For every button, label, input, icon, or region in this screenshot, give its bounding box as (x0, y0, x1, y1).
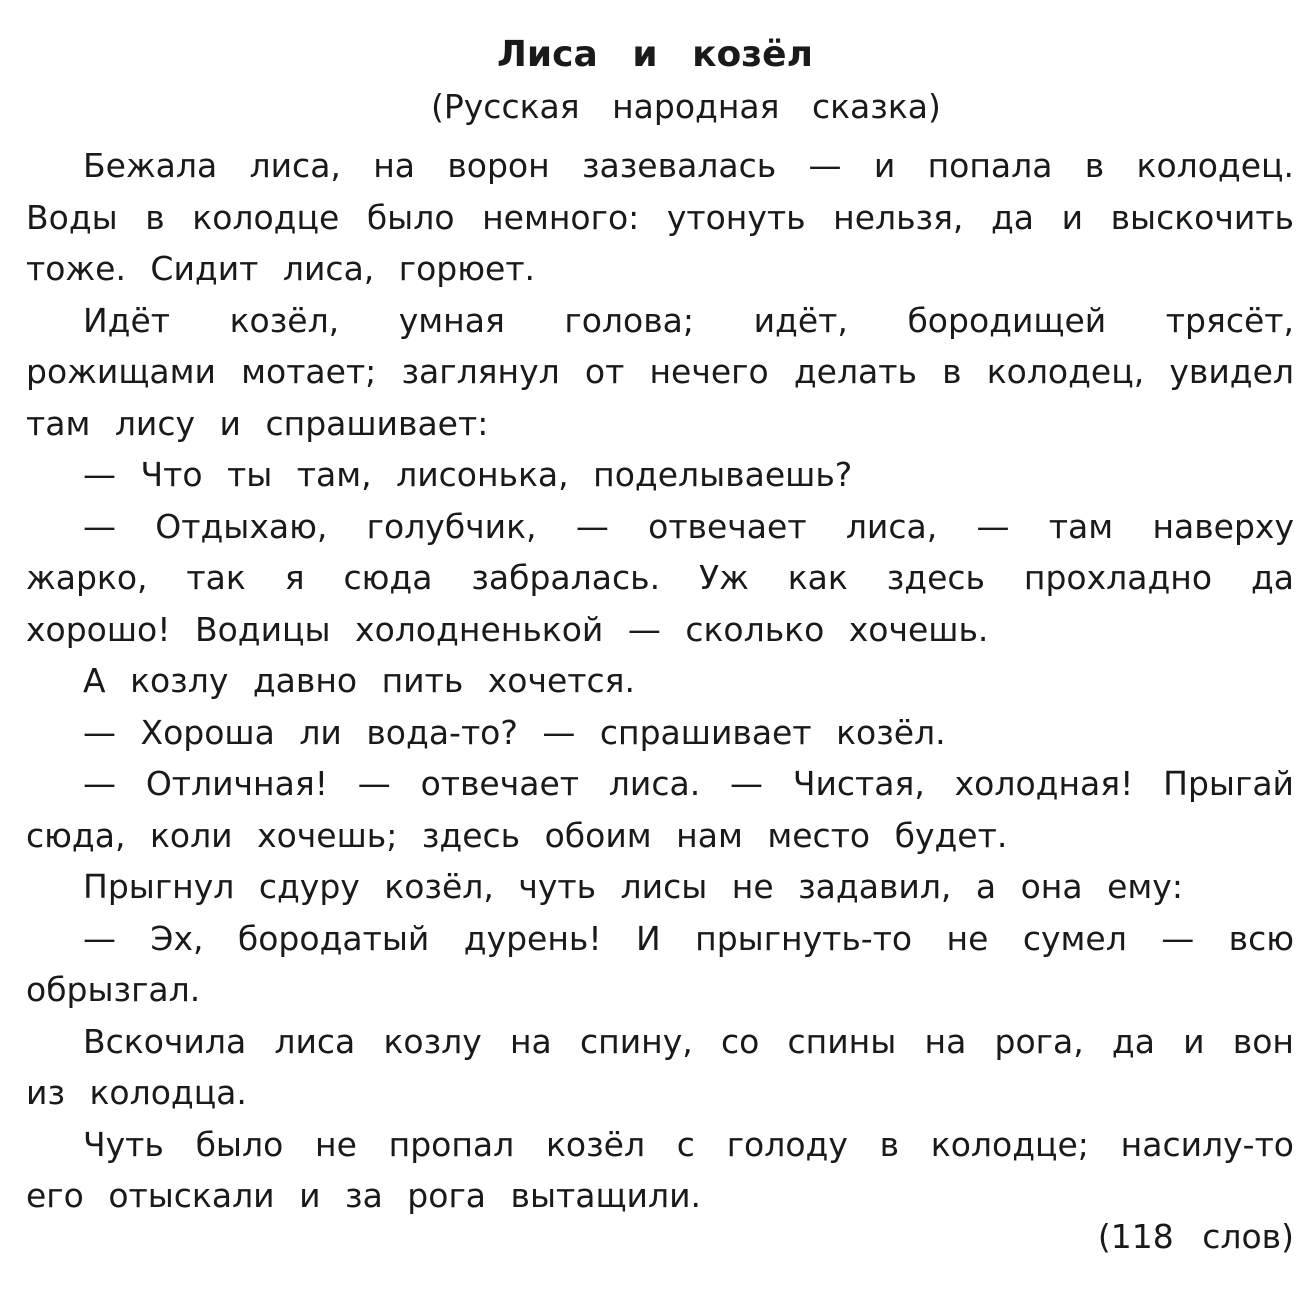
paragraph: Идёт козёл, умная голова; идёт, бородищей трясёт, рожищами мотает; заглянул от нечего делать в колодец, увидел там лису и спрашивает: (26, 300, 1294, 443)
paragraph: — Эх, бородатый дурень! И прыгнуть-то не сумел — всю обрызгал. (26, 918, 1294, 1009)
paragraph: А козлу давно пить хочется. (83, 661, 635, 700)
paragraph: — Хороша ли вода-то? — спрашивает козёл. (83, 712, 946, 752)
paragraph: Бежала лиса, на ворон зазевалась — и попала в колодец. Воды в колодце было немного: утонуть нельзя, да и выскочить тоже. Сидит лиса, горюет. (26, 146, 1294, 288)
paragraph: — Отдыхаю, голубчик, — отвечает лиса, — там наверху жарко, так я сюда забралась. Уж как здесь прохладно да хорошо! Водицы холодненькой — сколько хочешь. (26, 506, 1294, 649)
paragraph: — Что ты там, лисонька, поделываешь? (83, 455, 853, 494)
story-title: Лиса и козёл (497, 34, 813, 75)
word-count: (118 слов) (1097, 1217, 1294, 1256)
paragraph: — Отличная! — отвечает лиса. — Чистая, холодная! Прыгай сюда, коли хочешь; здесь обоим нам место будет. (26, 764, 1294, 855)
story-body (26, 140, 1294, 1222)
paragraph: Прыгнул сдуру козёл, чуть лисы не задавил, а она ему: (83, 867, 1183, 906)
story-subtitle: (Русская народная сказка) (431, 87, 941, 126)
paragraph: Вскочила лиса козлу на спину, со спины на рога, да и вон из колодца. (26, 1021, 1294, 1112)
paragraph: Чуть было не пропал козёл с голоду в колодце; насилу-то его отыскали и за рога вытащили. (26, 1124, 1294, 1215)
